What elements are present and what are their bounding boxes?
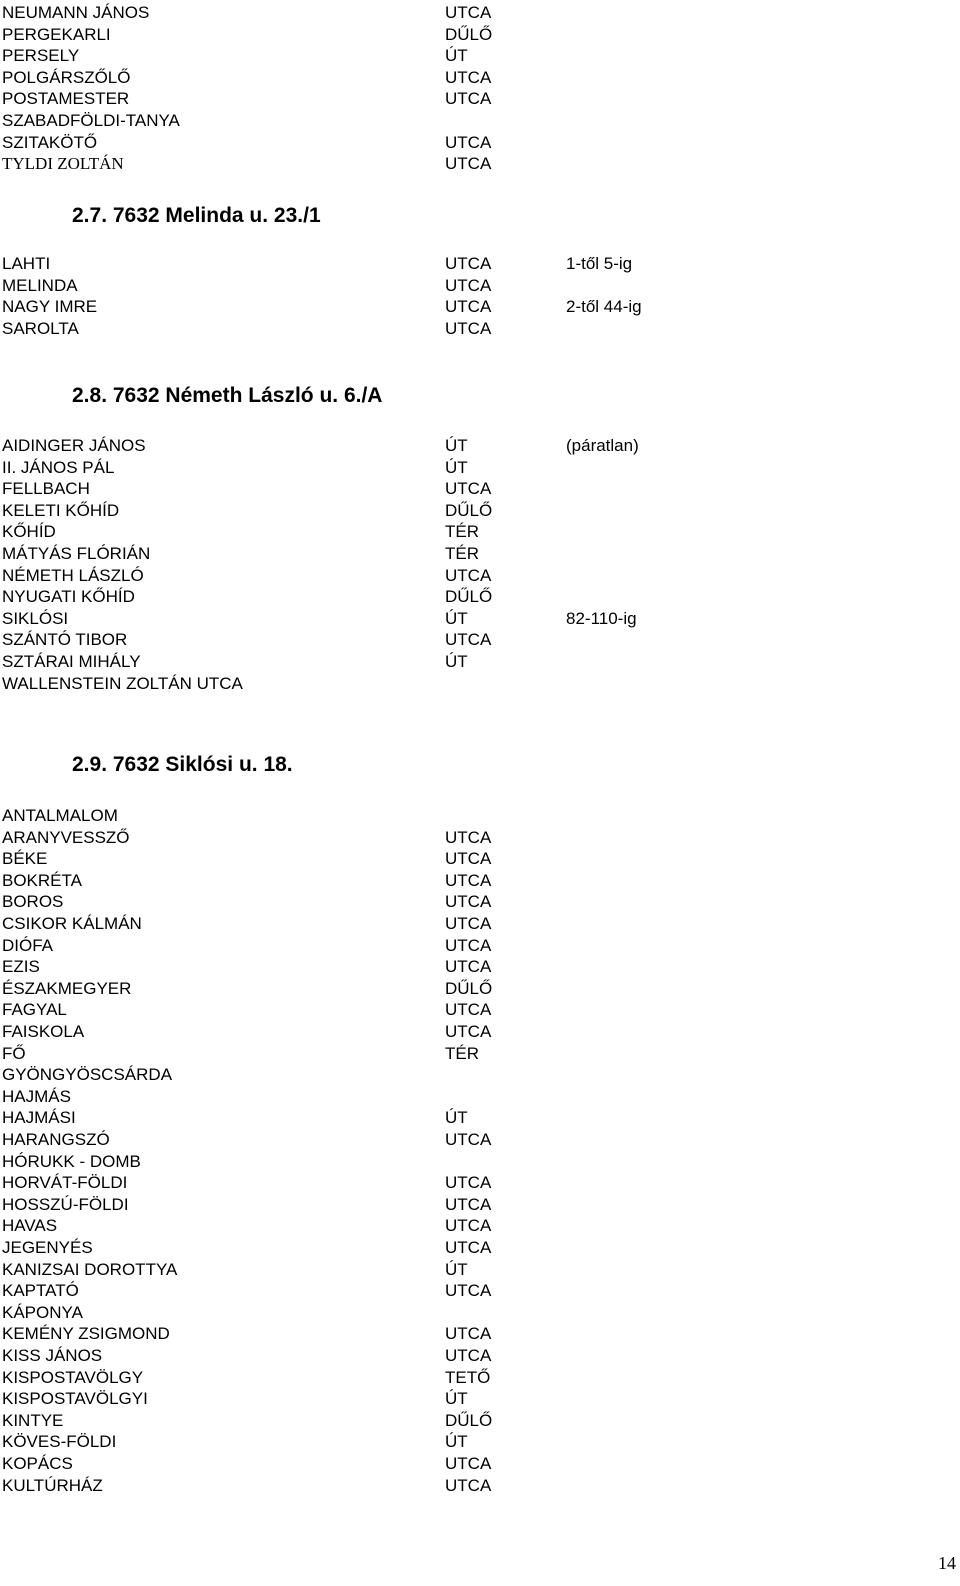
address-row	[0, 296, 960, 318]
street-name: POLGÁRSZŐLŐ	[2, 67, 131, 87]
street-name: KÖVES-FÖLDI	[2, 1432, 117, 1452]
address-row	[0, 1194, 960, 1216]
street-type: ÚT	[445, 436, 468, 455]
street-name: AIDINGER JÁNOS	[2, 436, 146, 455]
street-name: KOPÁCS	[2, 1454, 73, 1473]
street-name: DIÓFA	[2, 935, 54, 955]
address-row	[0, 891, 960, 913]
address-row	[0, 457, 960, 479]
address-row	[0, 253, 960, 275]
street-name: FAISKOLA	[2, 1022, 85, 1041]
street-name: ANTALMALOM	[2, 806, 118, 825]
street-name: TYLDI ZOLTÁN	[2, 154, 124, 174]
street-type: UTCA	[445, 1281, 492, 1301]
address-row	[0, 45, 960, 67]
street-type: DŰLŐ	[445, 24, 493, 44]
street-type: UTCA	[445, 1000, 492, 1020]
address-row	[0, 543, 960, 565]
street-type: TÉR	[445, 544, 479, 563]
address-row	[0, 1431, 960, 1453]
address-row	[0, 88, 960, 110]
address-row	[0, 565, 960, 587]
address-row	[0, 1388, 960, 1410]
street-type: TÉR	[445, 1043, 479, 1063]
address-row	[0, 1129, 960, 1151]
address-row	[0, 913, 960, 935]
street-name: KISPOSTAVÖLGY	[2, 1367, 144, 1387]
street-name: KAPTATÓ	[2, 1281, 79, 1301]
address-row	[0, 435, 960, 457]
street-type: UTCA	[445, 89, 492, 109]
address-row	[0, 978, 960, 1000]
street-type: UTCA	[445, 275, 492, 295]
street-name: FŐ	[2, 1043, 26, 1063]
address-row	[0, 478, 960, 500]
street-type: UTCA	[445, 565, 492, 585]
street-name: MELINDA	[2, 275, 78, 295]
street-note: (páratlan)	[566, 436, 639, 455]
address-row	[0, 956, 960, 978]
street-name: HAVAS	[2, 1216, 58, 1236]
street-name: JEGENYÉS	[2, 1238, 93, 1257]
address-row	[0, 629, 960, 651]
street-name: WALLENSTEIN ZOLTÁN UTCA	[2, 673, 243, 693]
street-name: BOKRÉTA	[2, 870, 82, 890]
street-type: UTCA	[445, 827, 492, 847]
street-type: UTCA	[445, 1216, 492, 1236]
street-type: UTCA	[445, 1346, 492, 1365]
street-name: KINTYE	[2, 1410, 64, 1430]
address-row	[0, 935, 960, 957]
address-row	[0, 1064, 960, 1086]
street-type: UTCA	[445, 1324, 492, 1344]
street-name: HARANGSZÓ	[2, 1130, 110, 1149]
address-row	[0, 1259, 960, 1281]
street-type: DŰLŐ	[445, 1410, 493, 1430]
address-row	[0, 586, 960, 608]
address-row	[0, 1086, 960, 1108]
street-type: UTCA	[445, 630, 492, 650]
street-type: UTCA	[445, 3, 492, 22]
street-note: 1-től 5-ig	[566, 254, 633, 273]
address-row	[0, 651, 960, 673]
street-name: KULTÚRHÁZ	[2, 1475, 103, 1495]
street-name: KISPOSTAVÖLGYI	[2, 1389, 148, 1409]
street-name: FELLBACH	[2, 479, 90, 499]
section-heading: 2.8. 7632 Németh László u. 6./A	[72, 384, 383, 407]
address-row	[0, 1215, 960, 1237]
address-row	[0, 999, 960, 1021]
street-type: UTCA	[445, 154, 492, 174]
street-type: UTCA	[445, 297, 492, 317]
street-name: HAJMÁS	[2, 1086, 71, 1106]
street-type: ÚT	[445, 46, 468, 66]
address-row	[0, 1302, 960, 1324]
address-row	[0, 1043, 960, 1065]
street-type: TETŐ	[445, 1367, 491, 1387]
street-type: ÚT	[445, 457, 468, 477]
street-name: PERSELY	[2, 46, 80, 66]
address-row	[0, 275, 960, 297]
street-name: ÉSZAKMEGYER	[2, 978, 132, 998]
address-row	[0, 673, 960, 695]
street-name: SAROLTA	[2, 318, 79, 338]
street-name: NEUMANN JÁNOS	[2, 3, 150, 22]
street-name: BÉKE	[2, 849, 48, 869]
address-row	[0, 2, 960, 24]
section-heading: 2.9. 7632 Siklósi u. 18.	[72, 753, 293, 776]
address-row	[0, 1021, 960, 1043]
street-name: SZABADFÖLDI-TANYA	[2, 111, 180, 130]
street-name: KŐHÍD	[2, 522, 56, 542]
street-name: KÁPONYA	[2, 1302, 83, 1322]
street-type: ÚT	[445, 1108, 468, 1128]
street-type: UTCA	[445, 849, 492, 869]
address-row	[0, 608, 960, 630]
street-type: UTCA	[445, 1454, 492, 1473]
street-name: SZITAKÖTŐ	[2, 132, 98, 152]
address-row	[0, 848, 960, 870]
street-type: DŰLŐ	[445, 978, 493, 998]
street-type: UTCA	[445, 479, 492, 499]
section-heading: 2.7. 7632 Melinda u. 23./1	[72, 204, 321, 227]
street-type: UTCA	[445, 935, 492, 955]
street-name: SZTÁRAI MIHÁLY	[2, 652, 141, 671]
street-type: UTCA	[445, 1475, 492, 1495]
street-type: UTCA	[445, 67, 492, 87]
address-row	[0, 1280, 960, 1302]
address-row	[0, 24, 960, 46]
street-name: GYÖNGYÖSCSÁRDA	[2, 1065, 173, 1085]
street-type: UTCA	[445, 870, 492, 890]
street-name: MÁTYÁS FLÓRIÁN	[2, 544, 151, 563]
address-row	[0, 1237, 960, 1259]
street-name: SZÁNTÓ TIBOR	[2, 630, 128, 650]
street-name: SIKLÓSI	[2, 608, 69, 628]
address-row	[0, 132, 960, 154]
street-note: 2-től 44-ig	[566, 297, 642, 317]
address-row	[0, 805, 960, 827]
address-row	[0, 1367, 960, 1389]
street-name: FAGYAL	[2, 1000, 67, 1020]
street-type: ÚT	[445, 1259, 468, 1279]
street-type: UTCA	[445, 914, 492, 933]
address-row	[0, 153, 960, 175]
street-name: HORVÁT-FÖLDI	[2, 1173, 128, 1193]
address-row	[0, 1475, 960, 1497]
address-row	[0, 1151, 960, 1173]
street-type: UTCA	[445, 1194, 492, 1214]
street-name: BOROS	[2, 892, 64, 912]
street-name: PERGEKARLI	[2, 24, 111, 44]
street-name: EZIS	[2, 957, 40, 977]
street-type: UTCA	[445, 1173, 492, 1193]
street-type: UTCA	[445, 1022, 492, 1041]
street-type: DŰLŐ	[445, 500, 493, 520]
street-type: UTCA	[445, 957, 492, 977]
address-row	[0, 1453, 960, 1475]
street-name: POSTAMESTER	[2, 89, 130, 109]
street-name: ARANYVESSZŐ	[2, 827, 130, 847]
street-name: KEMÉNY ZSIGMOND	[2, 1324, 170, 1344]
address-row	[0, 1345, 960, 1367]
street-type: UTCA	[445, 1130, 492, 1149]
street-name: KISS JÁNOS	[2, 1346, 103, 1365]
street-name: KELETI KŐHÍD	[2, 500, 120, 520]
street-name: KANIZSAI DOROTTYA	[2, 1259, 178, 1279]
address-row	[0, 870, 960, 892]
street-type: UTCA	[445, 254, 492, 273]
street-note: 82-110-ig	[566, 608, 637, 628]
street-type: UTCA	[445, 892, 492, 912]
address-row	[0, 1172, 960, 1194]
street-type: DŰLŐ	[445, 587, 493, 607]
street-type: TÉR	[445, 522, 479, 542]
address-row	[0, 1107, 960, 1129]
address-row	[0, 521, 960, 543]
street-type: UTCA	[445, 1238, 492, 1257]
street-name: II. JÁNOS PÁL	[2, 457, 115, 477]
street-type: ÚT	[445, 608, 468, 628]
street-name: CSIKOR KÁLMÁN	[2, 914, 142, 933]
address-row	[0, 1323, 960, 1345]
street-name: NAGY IMRE	[2, 297, 98, 317]
street-name: HÓRUKK - DOMB	[2, 1151, 141, 1171]
address-row	[0, 67, 960, 89]
address-row	[0, 1410, 960, 1432]
street-name: HOSSZÚ-FÖLDI	[2, 1194, 129, 1214]
page-number: 14	[938, 1553, 956, 1573]
address-row	[0, 110, 960, 132]
street-name: NÉMETH LÁSZLÓ	[2, 565, 144, 585]
street-type: UTCA	[445, 132, 492, 152]
street-type: ÚT	[445, 1432, 468, 1452]
address-row	[0, 318, 960, 340]
address-row	[0, 500, 960, 522]
street-name: NYUGATI KŐHÍD	[2, 587, 135, 607]
street-name: LAHTI	[2, 254, 51, 273]
street-type: ÚT	[445, 652, 468, 671]
street-type: ÚT	[445, 1389, 468, 1409]
address-row	[0, 827, 960, 849]
street-type: UTCA	[445, 318, 492, 338]
street-name: HAJMÁSI	[2, 1108, 76, 1128]
